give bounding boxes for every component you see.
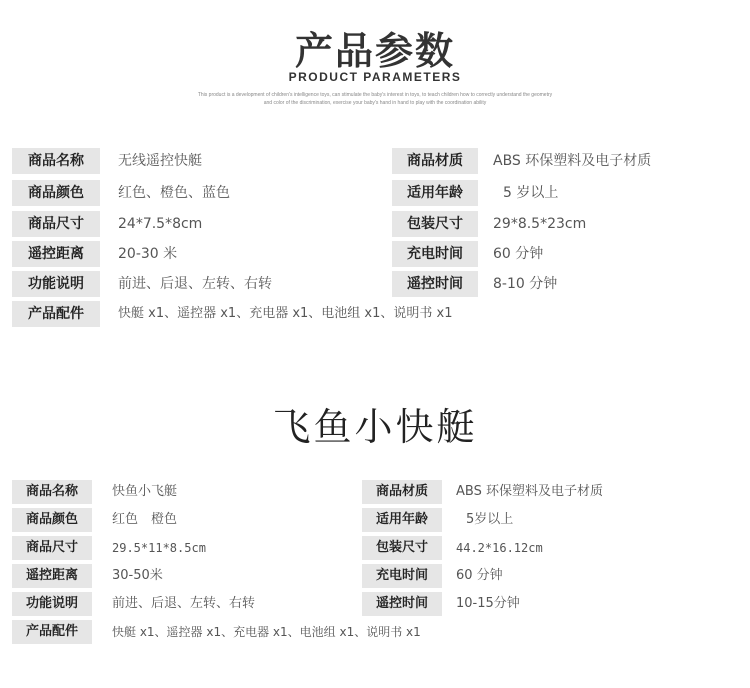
param-value: 10-15分钟	[456, 596, 520, 611]
param-label: 商品颜色	[12, 508, 92, 532]
param-label: 商品名称	[12, 148, 100, 174]
table-row	[12, 620, 532, 646]
param-label: 遥控时间	[392, 271, 478, 297]
param-label: 适用年龄	[392, 180, 478, 206]
param-value: 30-50米	[112, 568, 163, 583]
table-row	[12, 148, 382, 174]
param-value: ABS 环保塑料及电子材质	[456, 484, 603, 499]
table-row	[12, 592, 352, 618]
param-label: 遥控时间	[362, 592, 442, 616]
param-label: 商品名称	[12, 480, 92, 504]
param-value: 8-10 分钟	[493, 276, 558, 292]
param-value: 前进、后退、左转、右转	[112, 596, 256, 611]
param-value: 快艇 x1、遥控器 x1、充电器 x1、电池组 x1、说明书 x1	[118, 306, 453, 321]
section-title: 飞鱼小快艇	[272, 405, 478, 449]
param-label: 充电时间	[392, 241, 478, 267]
param-label: 功能说明	[12, 271, 100, 297]
param-value: 红色、橙色、蓝色	[118, 185, 230, 201]
param-label: 包装尺寸	[362, 536, 442, 560]
table-row	[392, 271, 742, 297]
table-row	[12, 508, 352, 534]
param-label: 充电时间	[362, 564, 442, 588]
table-row	[12, 241, 382, 267]
param-value: 5岁以上	[466, 512, 514, 527]
table-row	[12, 480, 352, 506]
table-row	[392, 180, 742, 206]
param-value: 红色 橙色	[112, 512, 178, 527]
param-value: 20-30 米	[118, 246, 178, 262]
param-value: 5 岁以上	[503, 185, 559, 201]
param-label: 遥控距离	[12, 564, 92, 588]
param-value: 60 分钟	[493, 246, 544, 262]
param-label: 商品尺寸	[12, 536, 92, 560]
page-subtitle: PRODUCT PARAMETERS	[288, 70, 462, 84]
param-label: 包装尺寸	[392, 211, 478, 237]
description-line-1: This product is a development of children's intelligence toys, can stimulate the baby's interest in toys, to teach children how to correctly understand the geometry	[197, 92, 553, 98]
table-row	[362, 536, 742, 562]
param-label: 功能说明	[12, 592, 92, 616]
param-label: 商品材质	[362, 480, 442, 504]
table-row	[12, 564, 352, 590]
param-label: 商品材质	[392, 148, 478, 174]
table-row	[392, 211, 742, 237]
table-row	[362, 508, 742, 534]
table-row	[12, 211, 382, 237]
param-label: 遥控距离	[12, 241, 100, 267]
param-label: 适用年龄	[362, 508, 442, 532]
param-label: 产品配件	[12, 620, 92, 644]
table-row	[12, 271, 382, 297]
page-title: 产品参数	[294, 28, 455, 73]
table-row	[12, 536, 352, 562]
param-label: 商品尺寸	[12, 211, 100, 237]
table-row	[12, 301, 572, 327]
param-value: 29*8.5*23cm	[493, 216, 587, 232]
table-row	[362, 564, 742, 590]
param-value: 前进、后退、左转、右转	[118, 276, 272, 292]
param-value: 快艇 x1、遥控器 x1、充电器 x1、电池组 x1、说明书 x1	[112, 625, 421, 639]
param-value: 44.2*16.12cm	[456, 541, 543, 555]
param-value: ABS 环保塑料及电子材质	[493, 153, 652, 169]
table-row	[362, 480, 742, 506]
table-row	[362, 592, 742, 618]
description-line-2: and color of the discrimination, exercise your baby's hand in hand to play with the coordination ability	[263, 100, 487, 106]
param-label: 商品颜色	[12, 180, 100, 206]
param-value: 快鱼小飞艇	[112, 484, 178, 499]
param-value: 无线遥控快艇	[118, 153, 202, 169]
param-value: 29.5*11*8.5cm	[112, 541, 206, 555]
table-row	[12, 180, 382, 206]
table-row	[392, 148, 742, 174]
table-row	[392, 241, 742, 267]
param-value: 60 分钟	[456, 568, 503, 583]
param-value: 24*7.5*8cm	[118, 216, 203, 232]
param-label: 产品配件	[12, 301, 100, 327]
